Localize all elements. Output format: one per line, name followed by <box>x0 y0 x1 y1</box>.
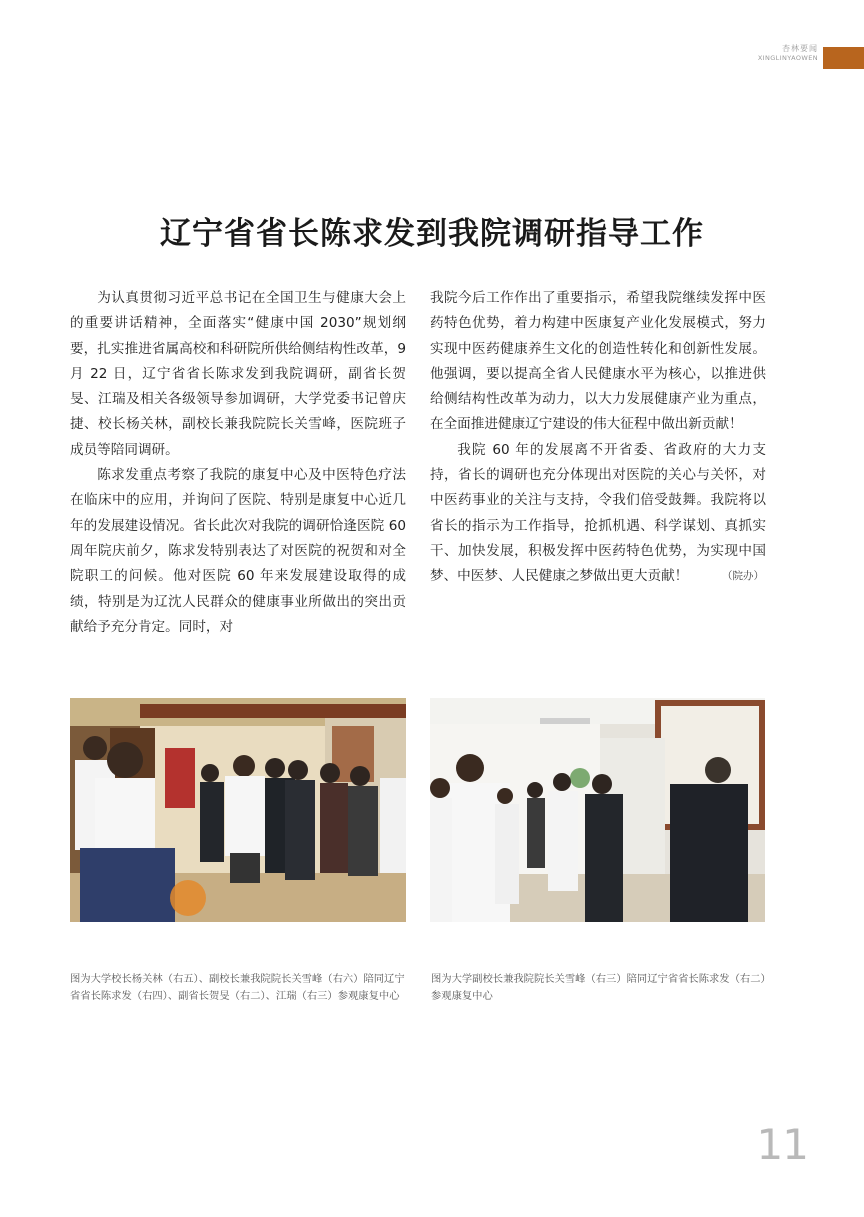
section-color-tab <box>823 47 864 69</box>
article-signoff: （院办） <box>722 570 764 583</box>
section-label <box>758 44 818 62</box>
article-paragraph: 我院今后工作作出了重要指示，希望我院继续发挥中医药特色优势，着力构建中医康复产业化发展模式，努力实现中医药健康养生文化的创造性转化和创新性发展。他强调，要以提高全省人民健康水平为核心，以推进供给侧结构性改革为动力，以大力发展健康产业为重点，在全面推进健康辽宁建设的伟大征程中做出新贡献！ <box>430 290 766 433</box>
photo-2-caption: 图为大学副校长兼我院院长关雪峰（右三）陪同辽宁省省长陈求发（右二）参观康复中心 <box>431 973 766 1002</box>
article-paragraph-text: 我院 60 年的发展离不开省委、省政府的大力支持，省长的调研也充分体现出对医院的关心与关怀，对中医药事业的关注与支持，令我们倍受鼓舞。我院将以省长的指示为工作指导，抢抓机遇、科学谋划、真抓实干、加快发展，积极发挥中医药特色优势，为实现中国梦、中医梦、人民健康之梦做出更大贡献！ <box>430 441 766 585</box>
article-column-right <box>430 286 766 590</box>
article-paragraph: 陈求发重点考察了我院的康复中心及中医特色疗法在临床中的应用，并询问了医院、特别是康复中心近几年的发展建设情况。省长此次对我院的调研恰逢医院 60 周年院庆前夕，陈求发特别表达了对医院的祝贺和对全院职工的问候。他对医院 60 年来发展建设取得的成绩，特别是为辽沈人民群众的健康事业所做出的突出贡献给予充分肯定。同时，对 <box>70 467 406 635</box>
photo-rehab-center-visit-explanation <box>430 698 765 922</box>
page-number: 11 <box>756 1120 808 1169</box>
article-column-left <box>70 286 406 640</box>
photo-1-image <box>70 698 406 922</box>
article-paragraph <box>430 438 766 590</box>
section-name-en: XINGLINYAOWEN <box>757 54 818 62</box>
section-name-cn: 杏林要闻 <box>782 44 818 53</box>
article-paragraph: 为认真贯彻习近平总书记在全国卫生与健康大会上的重要讲话精神，全面落实“健康中国 2030”规划纲要，扎实推进省属高校和科研院所供给侧结构性改革，9 月 22 日，辽宁省省长陈求发到我院调研，副省长贺旻、江瑞及相关各级领导参加调研，大学党委书记曾庆捷、校长杨关林，副校长兼我院院长关雪峰，医院班子成员等陪同调研。 <box>70 290 406 458</box>
article-title: 辽宁省省长陈求发到我院调研指导工作 <box>160 216 704 252</box>
photo-2-image <box>430 698 765 922</box>
photo-rehab-center-visit-group <box>70 698 406 922</box>
photo-1-caption: 图为大学校长杨关林（右五）、副校长兼我院院长关雪峰（右六）陪同辽宁省省长陈求发（右四）、副省长贺旻（右二）、江瑞（右三）参观康复中心 <box>70 973 405 1002</box>
